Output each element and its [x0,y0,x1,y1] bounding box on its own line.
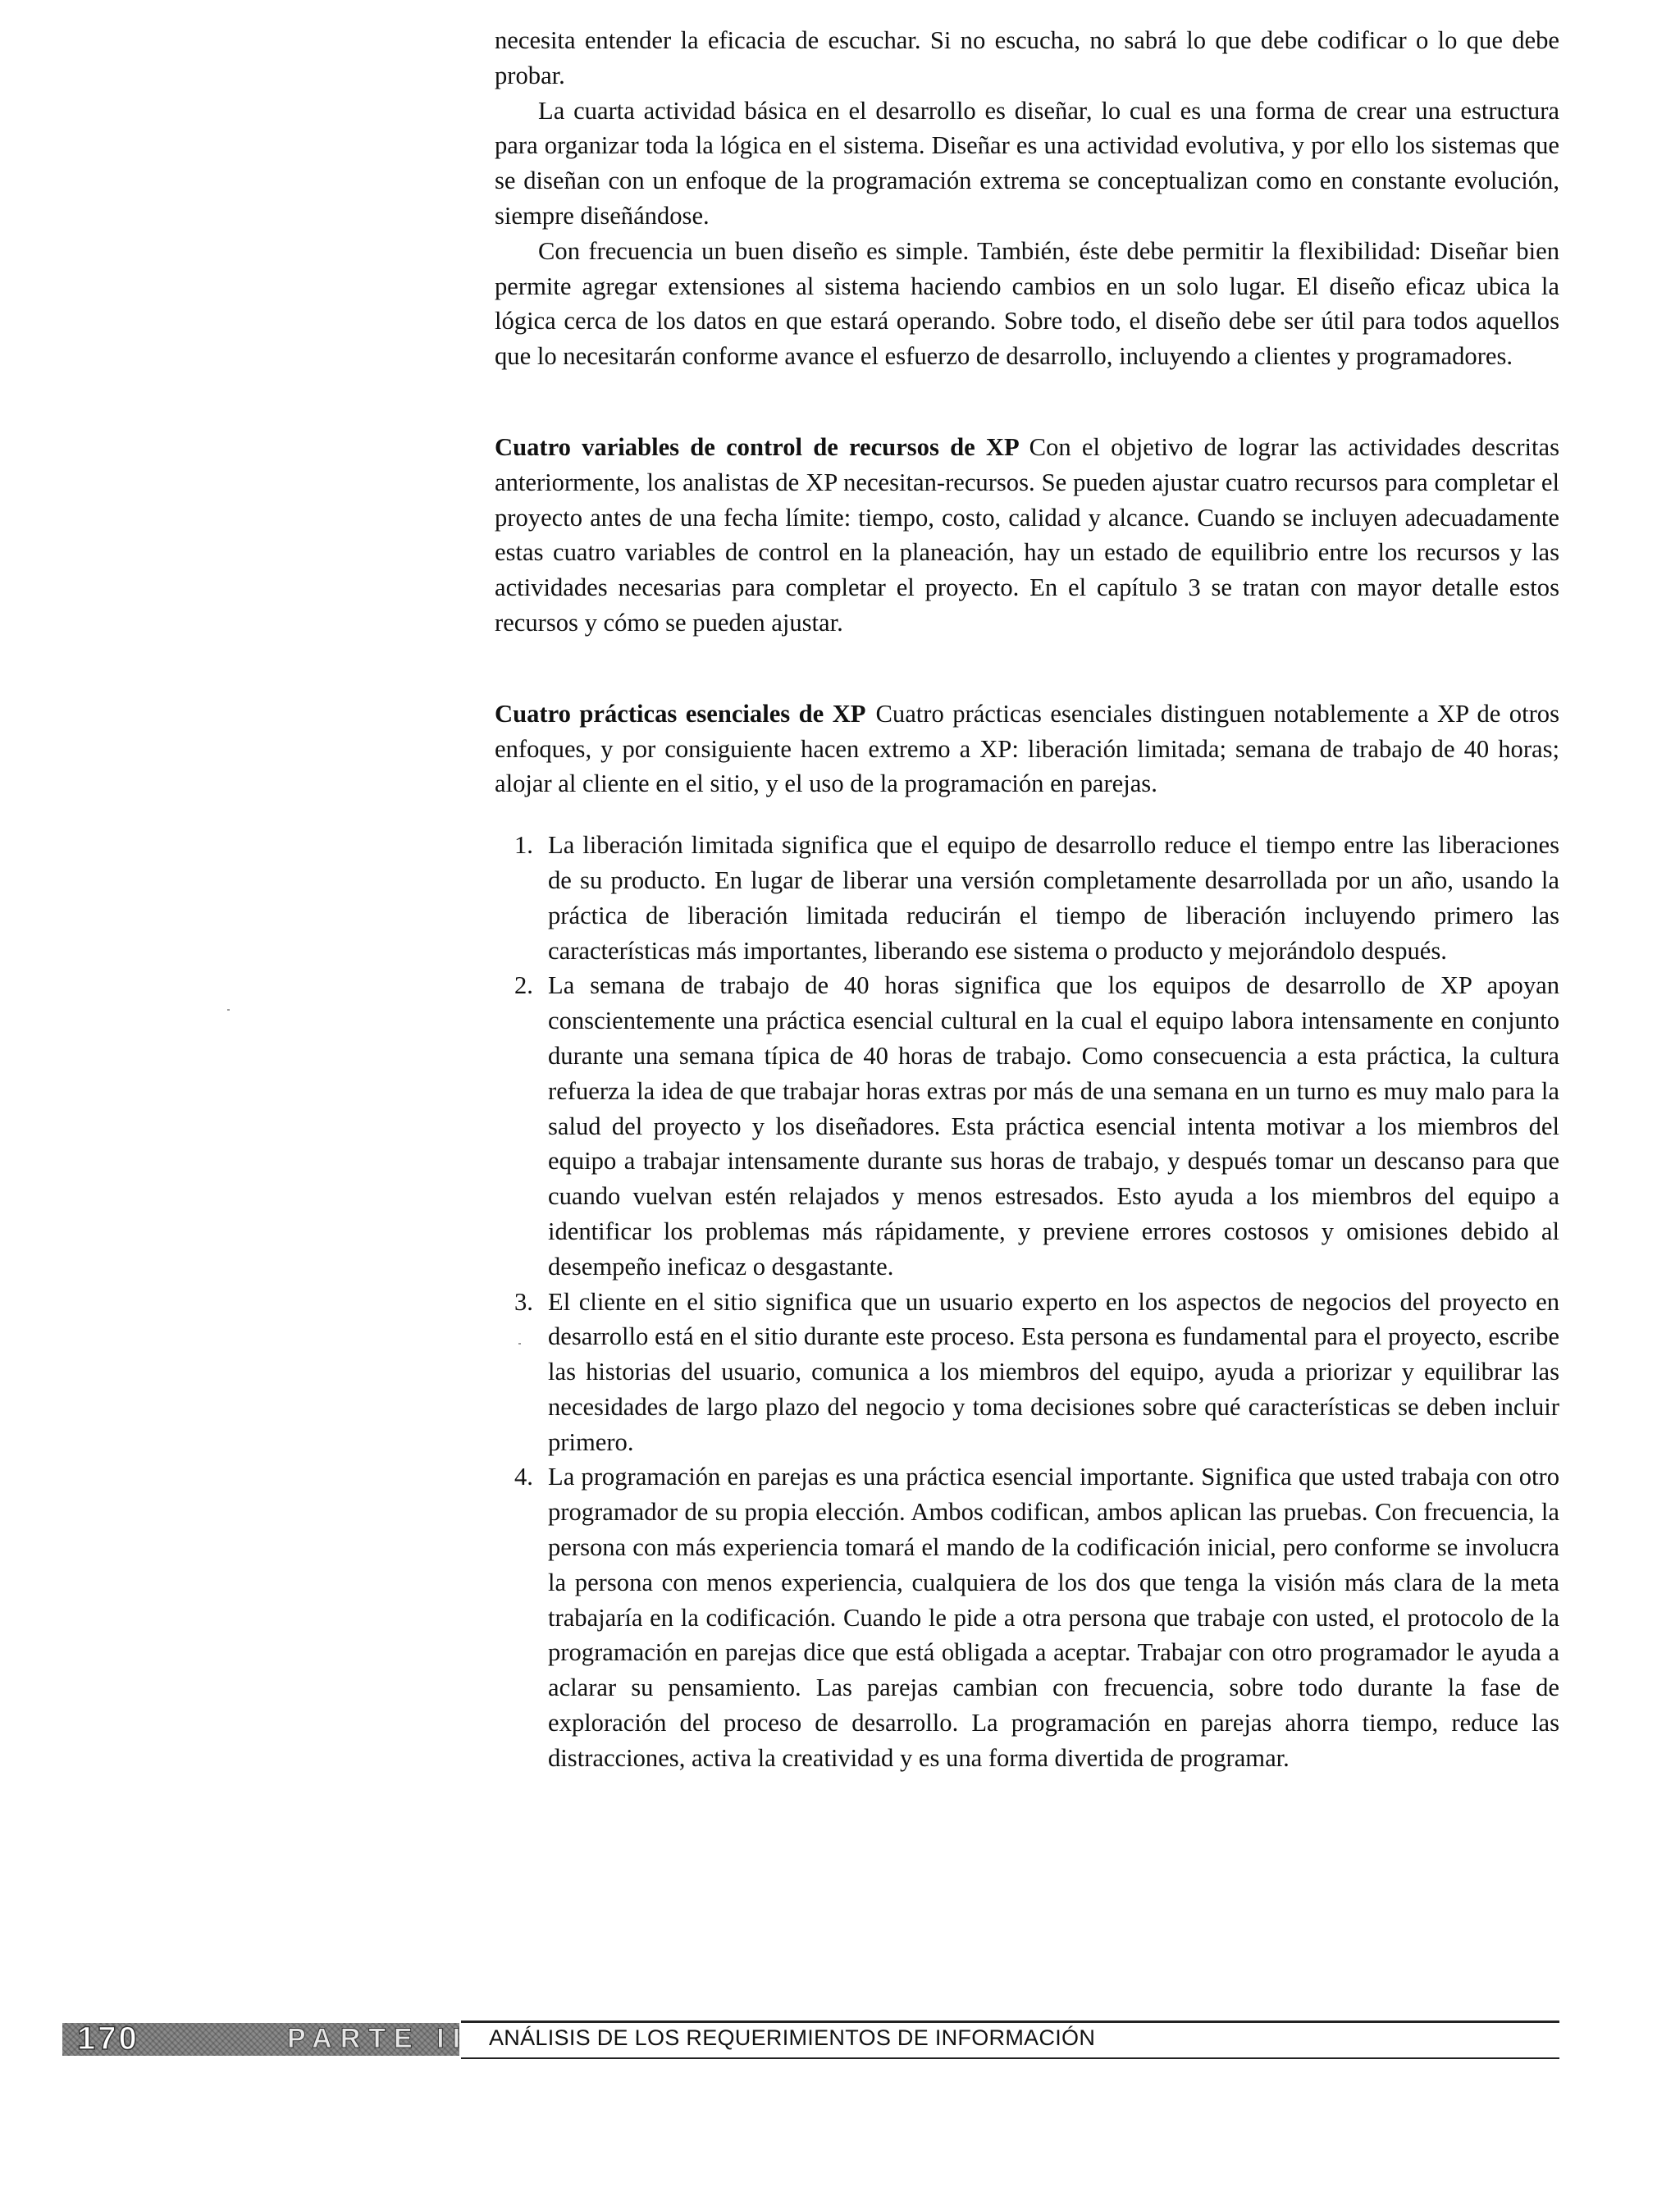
paragraph-intro: necesita entender la eficacia de escuchar. Si no escucha, no sabrá lo que debe codificar o lo que debe probar. [495,26,1559,89]
list-item-number: 4. [514,1463,533,1491]
list-item [495,968,1559,1284]
list-item [495,828,1559,968]
footer-rule-top [461,2021,1559,2023]
practice-list [495,828,1559,1776]
list-item [495,1285,1559,1460]
section-title-essential-practices: Cuatro prácticas esenciales de XP [495,699,866,728]
footer-rule-bottom [461,2057,1559,2059]
list-item-text: La programación en parejas es una práctica esencial importante. Significa que usted trabaja con otro programador de su propia elección. Ambos codifican, ambos aplican las pruebas. Con frecuencia, la persona con más experiencia tomará el mando de la codificación inicial, pero conforme se involucra la persona con menos experiencia, cualquiera de los dos que tenga la visión más clara de la meta trabajaría en la codificación. Cuando le pide a otra persona que trabaje con usted, el protocolo de la programación en parejas dice que está obligada a aceptar. Trabajar con otro programador le ayuda a aclarar su pensamiento. Las parejas cambian con frecuencia, sobre todo durante la fase de exploración del proceso de desarrollo. La programación en parejas ahorra tiempo, reduce las distracciones, activa la creatividad y es una forma divertida de programar. [548,1463,1559,1772]
page-number: 170 [77,2021,139,2057]
section-text-essential-practices: Cuatro prácticas esenciales distinguen notablemente a XP de otros enfoques, y por consiguiente hacen extremo a XP: liberación limitada; semana de trabajo de 40 horas; alojar al cliente en el sitio, y el uso de la programación en parejas. [495,699,1559,798]
section-text-control-variables: Con el objetivo de lograr las actividades descritas anteriormente, los analistas de XP necesitan-recursos. Se pueden ajustar cuatro recursos para completar el proyecto antes de una fecha límite: tiempo, costo, calidad y alcance. Cuando se incluyen adecuadamente estas cuatro variables de control en la planeación, hay un estado de equilibrio entre los recursos y las actividades necesarias para completar el proyecto. En el capítulo 3 se tratan con mayor detalle estos recursos y cómo se pueden ajustar. [495,432,1559,637]
part-label: PARTE II [287,2023,469,2054]
list-item-number: 1. [514,831,533,860]
scan-speck [518,1343,521,1345]
list-item [495,1459,1559,1775]
section-essential-practices [495,696,1559,801]
paragraph-simple-design: Con frecuencia un buen diseño es simple. También, éste debe permitir la flexibilidad: Diseñar bien permite agregar extensiones al sistema haciendo cambios en un solo lugar. El diseño eficaz ubica la lógica cerca de los datos en que estará operando. Sobre todo, el diseño debe ser útil para todos aquellos que lo necesitarán conforme avance el esfuerzo de desarrollo, incluyendo a clientes y programadores. [495,236,1559,371]
section-control-variables [495,430,1559,641]
section-title-control-variables: Cuatro variables de control de recursos de XP [495,432,1020,461]
list-item-text: La semana de trabajo de 40 horas significa que los equipos de desarrollo de XP apoyan conscientemente una práctica esencial cultural en la cual el equipo labora intensamente en conjunto durante una semana típica de 40 horas de trabajo. Como consecuencia a esta práctica, la cultura refuerza la idea de que trabajar horas extras por más de una semana en un turno es muy malo para la salud del proyecto y los diseñadores. Esta práctica esencial intenta motivar a los miembros del equipo a trabajar intensamente durante sus horas de trabajo, y después tomar un descanso para que cuando vuelvan estén relajados y menos estresados. Esto ayuda a los miembros del equipo a identificar los problemas más rápidamente, y previene errores costosos y omisiones debido al desempeño ineficaz o desgastante. [548,971,1559,1281]
list-item-number: 3. [514,1287,533,1316]
list-item-text: La liberación limitada significa que el equipo de desarrollo reduce el tiempo entre las liberaciones de su producto. En lugar de liberar una versión completamente desarrollada por un año, usando la práctica de liberación limitada reducirán el tiempo de liberación incluyendo primero las características más importantes, liberando ese sistema o producto y mejorándolo después. [548,831,1559,965]
page-body [495,23,1559,1776]
scan-speck [227,1009,230,1011]
list-item-text: El cliente en el sitio significa que un usuario experto en los aspectos de negocios del proyecto en desarrollo está en el sitio durante este proceso. Esta persona es fundamental para el proyecto, escribe las historias del usuario, comunica a los miembros del equipo, ayuda a priorizar y equilibrar las necesidades de largo plazo del negocio y toma decisiones sobre qué características se deben incluir primero. [548,1287,1559,1456]
running-footer-title: ANÁLISIS DE LOS REQUERIMIENTOS DE INFORMACIÓN [489,2025,1096,2050]
paragraph-design: La cuarta actividad básica en el desarrollo es diseñar, lo cual es una forma de crear una estructura para organizar toda la lógica en el sistema. Diseñar es una actividad evolutiva, y por ello los sistemas que se diseñan con un enfoque de la programación extrema se conceptualizan como en constante evolución, siempre diseñándose. [495,96,1559,230]
list-item-number: 2. [514,971,533,1000]
